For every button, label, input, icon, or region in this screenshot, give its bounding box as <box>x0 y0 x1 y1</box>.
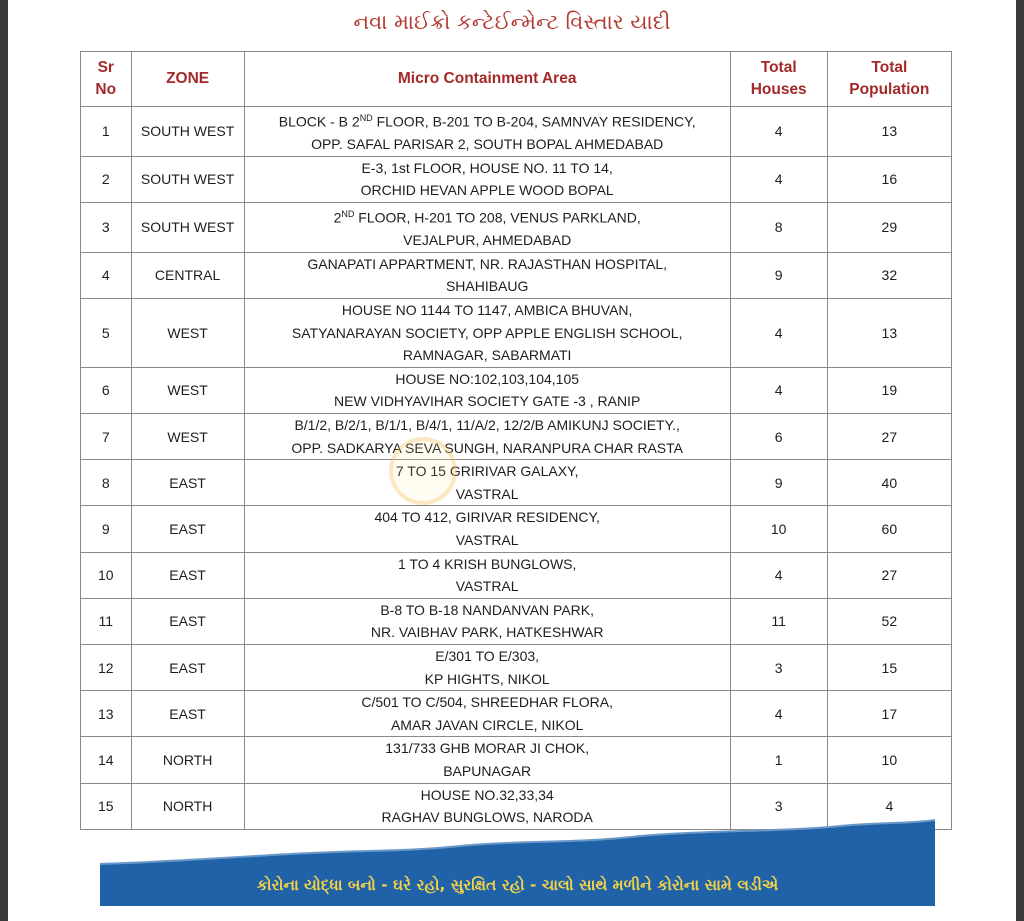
cell-total-houses: 4 <box>730 552 827 598</box>
table-row <box>81 156 952 202</box>
cell-zone: SOUTH WEST <box>131 203 244 253</box>
area-line: VEJALPUR, AHMEDABAD <box>403 232 572 249</box>
cell-zone: SOUTH WEST <box>131 156 244 202</box>
cell-area <box>244 299 730 368</box>
cell-area <box>244 598 730 644</box>
cell-sr-no: 4 <box>81 252 132 298</box>
header-total-houses: Total Houses <box>730 52 827 107</box>
table-row <box>81 252 952 298</box>
table-body <box>81 107 952 830</box>
area-line: B/1/2, B/2/1, B/1/1, B/4/1, 11/A/2, 12/2/B AMIKUNJ SOCIETY., <box>294 417 680 434</box>
area-line: SHAHIBAUG <box>445 278 529 295</box>
area-line: NR. VAIBHAV PARK, HATKESHWAR <box>370 624 604 641</box>
area-line: NEW VIDHYAVIHAR SOCIETY GATE -3 , RANIP <box>334 393 641 410</box>
area-line: E/301 TO E/303, <box>435 647 540 664</box>
cell-total-houses: 11 <box>730 598 827 644</box>
cell-area <box>244 156 730 202</box>
cell-total-houses: 9 <box>730 460 827 506</box>
cell-total-population: 40 <box>827 460 951 506</box>
cell-total-population: 52 <box>827 598 951 644</box>
cell-total-houses: 6 <box>730 414 827 460</box>
cell-total-population: 13 <box>827 107 951 157</box>
area-line: SATYANARAYAN SOCIETY, OPP APPLE ENGLISH SCHOOL, <box>291 324 683 341</box>
cell-zone: EAST <box>131 460 244 506</box>
cell-total-houses: 8 <box>730 203 827 253</box>
area-line: GANAPATI APPARTMENT, NR. RAJASTHAN HOSPITAL, <box>307 255 668 272</box>
cell-zone: CENTRAL <box>131 252 244 298</box>
cell-area <box>244 691 730 737</box>
cell-zone: NORTH <box>131 737 244 783</box>
area-line: VASTRAL <box>455 578 519 595</box>
cell-zone: SOUTH WEST <box>131 107 244 157</box>
cell-total-population: 60 <box>827 506 951 552</box>
area-line: VASTRAL <box>455 485 519 502</box>
cell-sr-no: 3 <box>81 203 132 253</box>
cell-total-houses: 9 <box>730 252 827 298</box>
cell-total-houses: 4 <box>730 367 827 413</box>
table-row <box>81 414 952 460</box>
cell-area <box>244 203 730 253</box>
cell-sr-no: 9 <box>81 506 132 552</box>
table-row <box>81 367 952 413</box>
cell-zone: EAST <box>131 644 244 690</box>
area-line: OPP. SADKARYA SEVA SUNGH, NARANPURA CHAR RASTA <box>291 439 683 456</box>
containment-table <box>80 51 952 830</box>
cell-total-population: 29 <box>827 203 951 253</box>
header-sr-no: Sr No <box>81 52 132 107</box>
area-line: VASTRAL <box>455 532 519 548</box>
table-row <box>81 552 952 598</box>
cell-sr-no: 10 <box>81 552 132 598</box>
area-line: 1 TO 4 KRISH BUNGLOWS, <box>397 555 577 572</box>
cell-zone: WEST <box>131 367 244 413</box>
area-line: OPP. SAFAL PARISAR 2, SOUTH BOPAL AHMEDABAD <box>311 136 664 153</box>
table-row <box>81 506 952 552</box>
cell-total-houses: 4 <box>730 156 827 202</box>
table-header-row <box>81 52 952 107</box>
cell-total-houses: 1 <box>730 737 827 783</box>
area-line: BAPUNAGAR <box>443 762 532 779</box>
cell-total-population: 10 <box>827 737 951 783</box>
area-line: C/501 TO C/504, SHREEDHAR FLORA, <box>361 694 613 711</box>
cell-sr-no: 15 <box>81 783 132 829</box>
cell-sr-no: 12 <box>81 644 132 690</box>
cell-zone: WEST <box>131 299 244 368</box>
cell-total-houses: 3 <box>730 783 827 829</box>
cell-zone: EAST <box>131 598 244 644</box>
cell-total-population: 27 <box>827 414 951 460</box>
cell-total-population: 32 <box>827 252 951 298</box>
cell-sr-no: 11 <box>81 598 132 644</box>
cell-total-population: 15 <box>827 644 951 690</box>
cell-total-population: 27 <box>827 552 951 598</box>
document-page <box>8 0 1016 921</box>
area-line: HOUSE NO 1144 TO 1147, AMBICA BHUVAN, <box>341 302 633 319</box>
area-line: 7 TO 15 GRIRIVAR GALAXY, <box>395 463 579 480</box>
cell-sr-no: 2 <box>81 156 132 202</box>
area-line: BLOCK - B 2ND FLOOR, B-201 TO B-204, SAMNVAY RESIDENCY, <box>278 113 696 130</box>
cell-total-houses: 4 <box>730 107 827 157</box>
cell-area <box>244 552 730 598</box>
area-line: RAGHAV BUNGLOWS, NARODA <box>381 809 593 826</box>
cell-zone: NORTH <box>131 783 244 829</box>
cell-total-houses: 3 <box>730 644 827 690</box>
cell-sr-no: 8 <box>81 460 132 506</box>
table-row <box>81 737 952 783</box>
area-line: HOUSE NO:102,103,104,105 <box>395 370 580 387</box>
table-row <box>81 691 952 737</box>
cell-sr-no: 6 <box>81 367 132 413</box>
cell-total-houses: 4 <box>730 299 827 368</box>
cell-area <box>244 506 730 552</box>
cell-total-population: 19 <box>827 367 951 413</box>
table-row <box>81 107 952 157</box>
area-line: HOUSE NO.32,33,34 <box>420 786 554 803</box>
table-row <box>81 598 952 644</box>
cell-area <box>244 737 730 783</box>
area-line: B-8 TO B-18 NANDANVAN PARK, <box>380 601 595 618</box>
cell-area <box>244 252 730 298</box>
cell-area <box>244 414 730 460</box>
area-line: RAMNAGAR, SABARMATI <box>402 347 572 364</box>
cell-zone: EAST <box>131 552 244 598</box>
area-line: 131/733 GHB MORAR JI CHOK, <box>385 740 590 757</box>
table-row <box>81 203 952 253</box>
cell-sr-no: 5 <box>81 299 132 368</box>
header-area: Micro Containment Area <box>244 52 730 107</box>
cell-area <box>244 367 730 413</box>
header-zone: ZONE <box>131 52 244 107</box>
cell-sr-no: 14 <box>81 737 132 783</box>
area-line: 2ND FLOOR, H-201 TO 208, VENUS PARKLAND, <box>333 209 641 226</box>
area-line: 404 TO 412, GIRIVAR RESIDENCY, <box>374 509 600 526</box>
table-row <box>81 644 952 690</box>
cell-total-population: 16 <box>827 156 951 202</box>
cell-sr-no: 13 <box>81 691 132 737</box>
header-total-population: Total Population <box>827 52 951 107</box>
cell-total-houses: 4 <box>730 691 827 737</box>
cell-total-population: 4 <box>827 783 951 829</box>
cell-sr-no: 7 <box>81 414 132 460</box>
cell-zone: EAST <box>131 691 244 737</box>
cell-total-population: 13 <box>827 299 951 368</box>
cell-total-population: 17 <box>827 691 951 737</box>
table-row <box>81 460 952 506</box>
cell-sr-no: 1 <box>81 107 132 157</box>
cell-total-houses: 10 <box>730 506 827 552</box>
slogan-banner <box>100 818 935 910</box>
cell-zone: EAST <box>131 506 244 552</box>
document-title: નવા માઈક્રો કન્ટેઈન્મેન્ટ વિસ્તાર યાદી <box>353 10 671 34</box>
area-line: E-3, 1st FLOOR, HOUSE NO. 11 TO 14, <box>361 159 613 176</box>
watermark-logo <box>389 437 457 505</box>
area-line: AMAR JAVAN CIRCLE, NIKOL <box>390 716 584 733</box>
area-line: ORCHID HEVAN APPLE WOOD BOPAL <box>360 182 614 199</box>
area-line: KP HIGHTS, NIKOL <box>424 670 550 687</box>
cell-area <box>244 460 730 506</box>
cell-zone: WEST <box>131 414 244 460</box>
cell-area <box>244 644 730 690</box>
cell-area <box>244 107 730 157</box>
table-row <box>81 299 952 368</box>
banner-slogan: કોરોના યોદ્ધા બનો - ઘરે રહો, સુરક્ષિત રહો - ચાલો સાથે મળીને કોરોના સામે લડીએ <box>256 876 779 894</box>
